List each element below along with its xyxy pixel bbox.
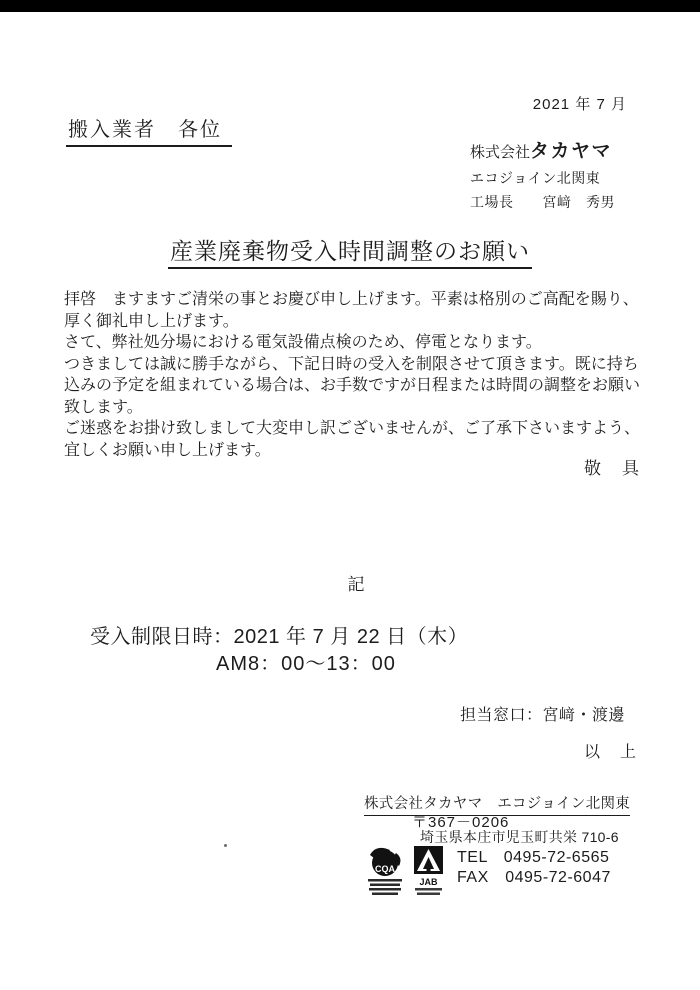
footer-company-line: 株式会社タカヤマ エコジョイン北関東: [364, 792, 630, 816]
document-title-text: 産業廃棄物受入時間調整のお願い: [168, 238, 532, 269]
sender-company-line: [470, 141, 615, 164]
jcqa-logo-text: CQA: [375, 864, 395, 874]
restriction-time-line: AM8：00～13：00: [216, 653, 396, 675]
restriction-datetime-line: 受入制限日時：2021 年 7 月 22 日（木）: [90, 626, 469, 648]
body-line: 込みの予定を組まれている場合は、お手数ですが日程または時間の調整をお願い: [64, 377, 641, 394]
body-line: さて、弊社処分場における電気設備点検のため、停電となります。: [64, 334, 542, 351]
document-date: 2021 年 7 月: [532, 96, 627, 113]
sender-block: [470, 141, 615, 213]
footer-fax: FAX 0495-72-6047: [457, 869, 611, 886]
sender-company-prefix: 株式会社: [470, 144, 531, 161]
body-line: 拝啓 ますますご清栄の事とお慶び申し上げます。平素は格別のご高配を賜り、: [64, 291, 639, 308]
body-line: ご迷惑をお掛け致しまして大変申し訳ございませんが、ご了承下さいますよう、: [64, 420, 641, 437]
body-line: 致します。: [64, 398, 143, 416]
sender-company-brand: タカヤマ: [530, 141, 613, 162]
body-line: 厚く御礼申し上げます。: [64, 312, 239, 330]
end-marker-ijou: 以 上: [584, 744, 639, 761]
body-line: 宜しくお願い申し上げます。: [64, 441, 271, 459]
scan-speck: [224, 844, 227, 847]
certification-logos: [363, 846, 446, 899]
recipient-line: 搬入業者 各位: [66, 113, 232, 147]
letter-body: [64, 289, 650, 461]
document-title: [0, 233, 700, 266]
footer-tel: TEL 0495-72-6565: [457, 849, 610, 866]
sender-division: エコジョイン北関東: [470, 170, 601, 186]
closing-keigu: 敬 具: [584, 459, 641, 478]
body-line: つきましては誠に勝手ながら、下記日時の受入を制限させて頂きます。既に持ち: [64, 355, 639, 373]
record-marker-ki: 記: [347, 575, 365, 594]
sender-person: 工場長 宮﨑 秀男: [470, 194, 615, 210]
jcqa-certification-logo-icon: [363, 846, 406, 899]
jab-logo-text: JAB: [419, 877, 438, 887]
footer-address: 埼玉県本庄市児玉町共栄 710-6: [420, 829, 619, 845]
scan-edge-artifact-bar: [0, 0, 700, 12]
footer-postal-code: 〒367－0206: [412, 814, 510, 831]
jab-accreditation-logo-icon: [411, 846, 446, 899]
contact-window-line: 担当窓口：宮﨑・渡邊: [460, 707, 626, 724]
